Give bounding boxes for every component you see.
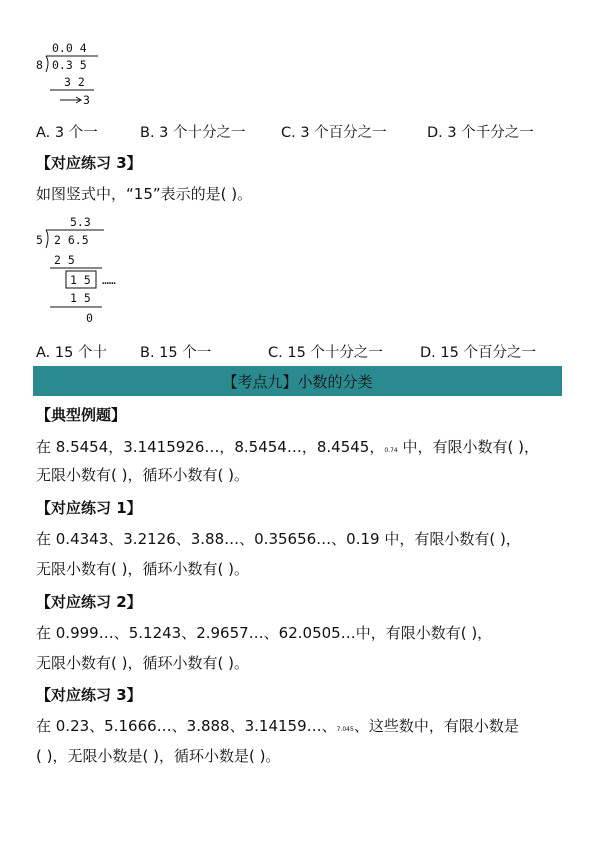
long-division-1: [30, 38, 110, 110]
section-banner: [33, 366, 562, 396]
practice2-line-1: 在 0.999…、5.1243、2.9657…、62.0505…中，有限小数有( )，: [36, 624, 493, 642]
div1-quotient: 0.0 4: [52, 41, 87, 55]
option-a: A. 3 个一: [36, 125, 98, 141]
banner-title: 【考点九】小数的分类: [222, 372, 373, 391]
div1-remainder: 3: [83, 93, 90, 107]
div2-boxed: 1 5: [70, 273, 91, 287]
div2-dividend: 2 6.5: [54, 233, 89, 247]
example-line-2: 无限小数有( )，循环小数有( )。: [36, 466, 249, 484]
div2-dots: ……: [102, 273, 116, 287]
practice3-line-1: [36, 715, 519, 736]
option-b: B. 15 个一: [140, 345, 212, 361]
example-line-1: [36, 436, 539, 457]
example-line-1-pre: 在 8.5454，3.1415926…，8.5454…，8.4545，: [36, 438, 385, 456]
option-a: A. 15 个十: [36, 345, 107, 361]
option-d: D. 15 个百分之一: [420, 345, 536, 361]
practice3-line-2: ( )，无限小数是( )，循环小数是( )。: [36, 747, 281, 765]
div1-divisor: 8: [36, 58, 43, 72]
div2-remainder: 0: [86, 311, 93, 325]
option-c: C. 3 个百分之一: [281, 125, 387, 141]
example-line-1-post: 中，有限小数有( )，: [397, 438, 539, 456]
div1-product: 3 2: [64, 75, 85, 89]
option-b: B. 3 个十分之一: [140, 125, 246, 141]
practice-heading: 【对应练习 3】: [36, 686, 142, 704]
practice2-line-2: 无限小数有( )，循环小数有( )。: [36, 654, 249, 672]
practice3-line-1-post: 、这些数中，有限小数是: [353, 717, 519, 735]
option-d: D. 3 个千分之一: [427, 125, 534, 141]
practice3-line-1-pre: 在 0.23、5.1666…、3.888、3.14159…、: [36, 717, 337, 735]
practice1-line-1: 在 0.4343、3.2126、3.88…、0.35656…、0.19 中，有限小数有( )，: [36, 530, 521, 548]
div2-product-1: 2 5: [54, 253, 75, 267]
question-text: 如图竖式中，“15”表示的是( )。: [36, 185, 253, 203]
practice-heading: 【对应练习 1】: [36, 499, 142, 517]
example-heading: 【典型例题】: [36, 406, 127, 424]
practice-heading: 【对应练习 3】: [36, 154, 142, 172]
practice-heading: 【对应练习 2】: [36, 593, 142, 611]
long-division-2: [30, 210, 150, 330]
div2-product-2: 1 5: [70, 291, 91, 305]
div1-dividend: 0.3 5: [52, 58, 87, 72]
div2-divisor: 5: [36, 233, 43, 247]
div2-quotient: 5.3: [70, 215, 91, 229]
repeating-decimal-label: 0.74: [384, 447, 398, 454]
repeating-decimal-label: 7.045: [336, 726, 354, 733]
practice1-line-2: 无限小数有( )，循环小数有( )。: [36, 560, 249, 578]
option-c: C. 15 个十分之一: [268, 345, 383, 361]
